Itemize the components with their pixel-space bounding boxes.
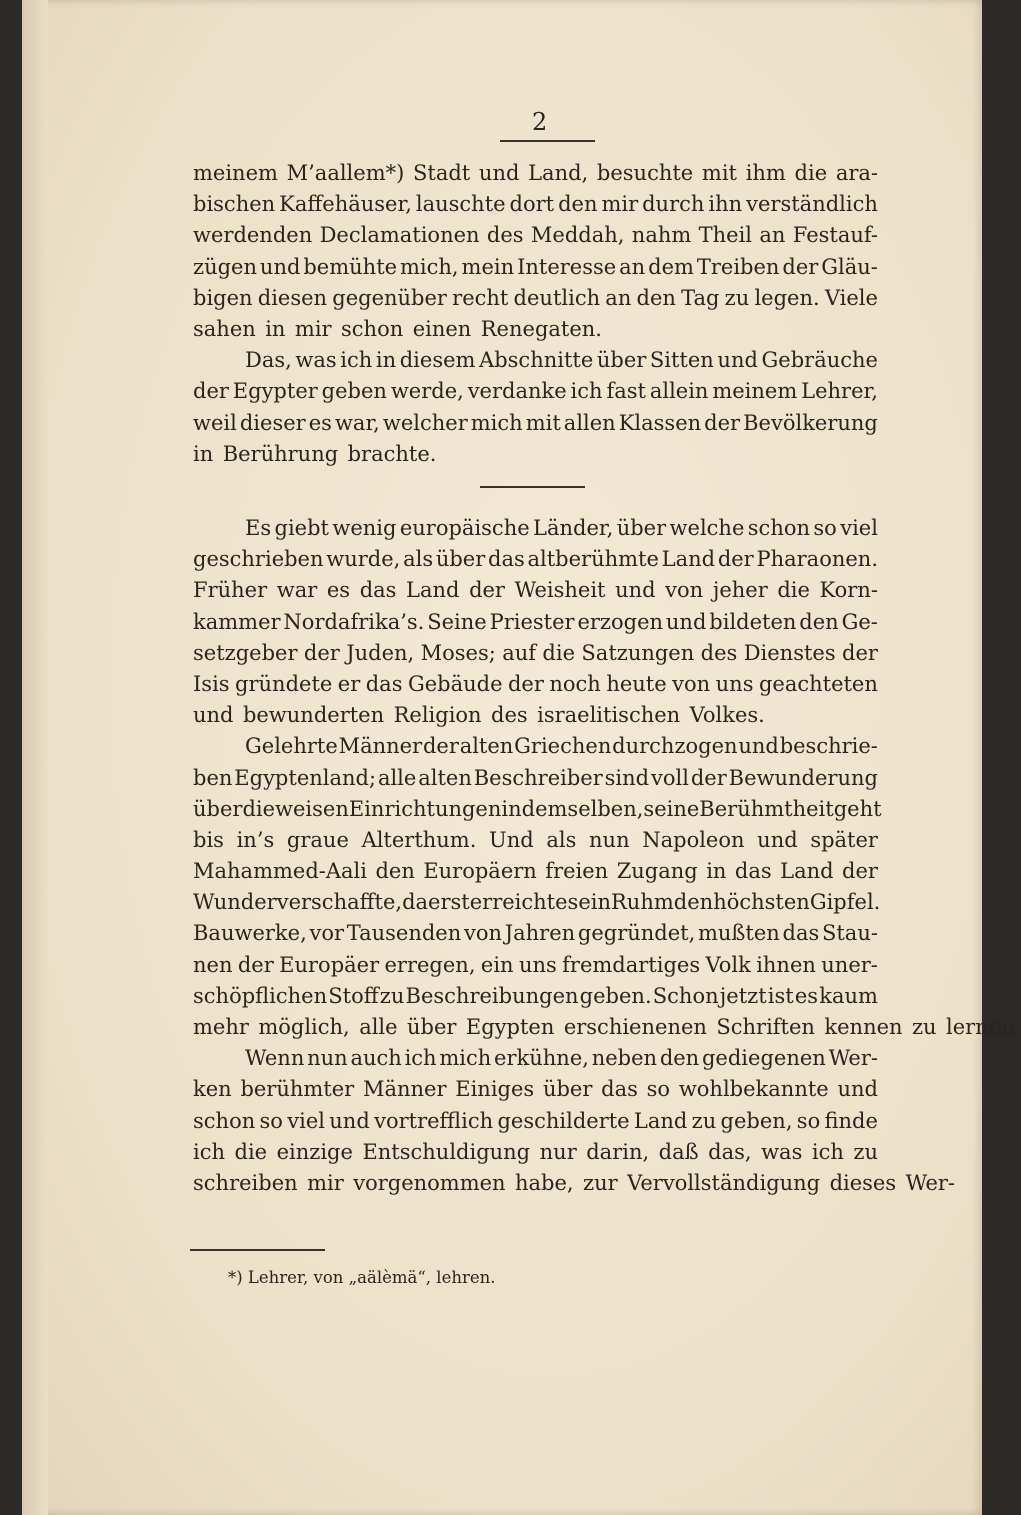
text-line: zügen und bemühte mich, mein Interesse an dem Treiben der Gläu- bbox=[193, 254, 878, 279]
text-line: ben Egyptenland; alle alten Beschreiber sind voll der Bewunderung bbox=[193, 765, 878, 790]
page-edge-shadow bbox=[982, 0, 1000, 1515]
text-line: Isis gründete er das Gebäude der noch heute von uns geachteten bbox=[193, 671, 878, 696]
text-line: bigen diesen gegenüber recht deutlich an den Tag zu legen. Viele bbox=[193, 285, 878, 310]
text-line: Das, was ich in diesem Abschnitte über Sitten und Gebräuche bbox=[245, 348, 878, 373]
text-line: bischen Kaffehäuser, lauschte dort den mir durch ihn verständlich bbox=[193, 192, 878, 217]
text-line: schon so viel und vortrefflich geschilderte Land zu geben, so finde bbox=[193, 1108, 878, 1133]
text-line: kammer Nordafrika’s. Seine Priester erzogen und bildeten den Ge- bbox=[193, 609, 878, 634]
text-line: schöpflichen Stoff zu Beschreibungen geben. Schon jetzt ist es kaum bbox=[193, 983, 878, 1008]
text-line: sahen in mir schon einen Renegaten. bbox=[193, 316, 602, 341]
text-line: der Egypter geben werde, verdanke ich fast allein meinem Lehrer, bbox=[193, 379, 878, 404]
text-line: Gelehrte Männer der alten Griechen durchzogen und beschrie- bbox=[245, 734, 878, 759]
text-line: Mahammed-Aali den Europäern freien Zugang in das Land der bbox=[193, 859, 878, 884]
text-line: Früher war es das Land der Weisheit und von jeher die Korn- bbox=[193, 578, 878, 603]
page-gutter bbox=[22, 0, 48, 1515]
text-line: Wenn nun auch ich mich erkühne, neben den gediegenen Wer- bbox=[245, 1046, 878, 1071]
text-line: Wunder verschaffte, da erst erreichte sein Ruhm den höchsten Gipfel. bbox=[193, 890, 881, 915]
text-block-upper bbox=[193, 158, 878, 470]
paragraph-p5 bbox=[193, 1043, 956, 1199]
paragraph-p2 bbox=[193, 345, 878, 470]
text-line: Es giebt wenig europäische Länder, über welche schon so viel bbox=[245, 516, 878, 540]
text-line: meinem M’aallem*) Stadt und Land, besuchte mit ihm die ara- bbox=[193, 161, 878, 185]
section-separator bbox=[480, 486, 585, 488]
footnote: *) Lehrer, von „aälèmä“, lehren. bbox=[228, 1268, 496, 1287]
paragraph-p4 bbox=[193, 731, 1021, 1043]
paragraph-p3 bbox=[193, 513, 878, 731]
text-line: mehr möglich, alle über Egypten erschienenen Schriften kennen zu lernen. bbox=[193, 1015, 1021, 1039]
footnote-rule bbox=[190, 1249, 325, 1251]
text-line: schreiben mir vorgenommen habe, zur Vervollständigung dieses Wer- bbox=[193, 1170, 956, 1195]
page-number: 2 bbox=[532, 108, 548, 136]
text-line: setzgeber der Juden, Moses; auf die Satzungen des Dienstes der bbox=[193, 640, 878, 665]
paragraph-p1 bbox=[193, 158, 878, 345]
text-line: nen der Europäer erregen, ein uns fremdartiges Volk ihnen uner- bbox=[193, 952, 878, 977]
header-rule bbox=[500, 140, 595, 142]
text-line: weil dieser es war, welcher mich mit allen Klassen der Bevölkerung bbox=[193, 410, 878, 435]
text-line: geschrieben wurde, als über das altberühmte Land der Pharaonen. bbox=[193, 547, 878, 572]
text-line: in Berührung brachte. bbox=[193, 441, 437, 466]
text-line: bis in’s graue Alterthum. Und als nun Napoleon und später bbox=[193, 827, 878, 852]
text-block-lower bbox=[193, 513, 1021, 1199]
text-line: über die weisen Einrichtungen in demselben, seine Berühmtheit geht bbox=[193, 796, 882, 821]
text-line: und bewunderten Religion des israelitischen Volkes. bbox=[193, 703, 765, 728]
text-line: werdenden Declamationen des Meddah, nahm Theil an Festauf- bbox=[193, 223, 878, 248]
text-line: Bauwerke, vor Tausenden von Jahren gegründet, mußten das Stau- bbox=[193, 921, 878, 946]
text-line: ich die einzige Entschuldigung nur darin, daß das, was ich zu bbox=[193, 1139, 878, 1164]
text-line: ken berühmter Männer Einiges über das so wohlbekannte und bbox=[193, 1077, 878, 1102]
